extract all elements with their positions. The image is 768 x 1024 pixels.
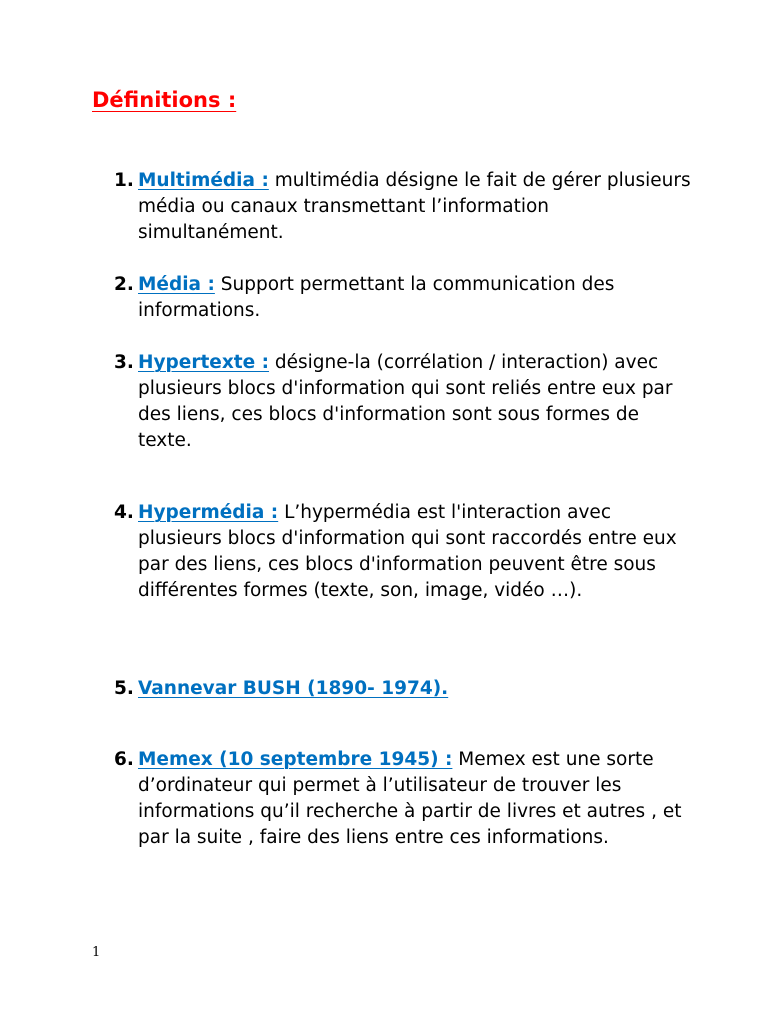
definition-item-multimedia [114, 168, 694, 246]
definition-item-hypertexte [114, 350, 694, 454]
definition-text: Memex est une sorte d’ordinateur qui permet à l’utilisateur de trouver les informations qu’il recherche à partir de livres et autres , et par la suite , faire des liens entre ces informations. [138, 749, 682, 848]
definition-text: Support permettant la communication des informations. [138, 274, 615, 321]
definition-number: 4. [114, 502, 134, 523]
definition-body [138, 676, 694, 702]
page-number: 1 [92, 945, 101, 960]
definition-text: L’hypermédia est l'interaction avec plusieurs blocs d'information qui sont raccordés entre eux par des liens, ces blocs d'information peuvent être sous différentes formes (texte, son, image, vidéo …). [138, 502, 677, 601]
definition-body [138, 500, 694, 604]
definition-term-multimedia[interactable]: Multimédia : [138, 170, 269, 191]
definition-item-memex [114, 747, 694, 851]
definition-number: 1. [114, 170, 134, 191]
definition-text: multimédia désigne le fait de gérer plusieurs média ou canaux transmettant l’information simultanément. [138, 170, 691, 243]
definition-item-media [114, 272, 694, 324]
definition-body [138, 168, 694, 246]
definition-body [138, 350, 694, 454]
definition-term-vannevar-bush[interactable]: Vannevar BUSH (1890- 1974). [138, 678, 449, 699]
definition-term-media[interactable]: Média : [138, 274, 215, 295]
definition-number: 2. [114, 274, 134, 295]
definition-term-hypertexte[interactable]: Hypertexte : [138, 352, 270, 373]
definition-number: 3. [114, 352, 134, 373]
definition-number: 5. [114, 678, 134, 699]
definition-number: 6. [114, 749, 134, 770]
page-title: Définitions : [92, 88, 237, 112]
definition-item-hypermedia [114, 500, 694, 604]
definition-body [138, 272, 694, 324]
definition-term-memex[interactable]: Memex (10 septembre 1945) : [138, 749, 453, 770]
definition-body [138, 747, 694, 851]
definition-item-vannevar-bush [114, 676, 694, 702]
definition-term-hypermedia[interactable]: Hypermédia : [138, 502, 279, 523]
definition-text: désigne-la (corrélation / interaction) avec plusieurs blocs d'information qui sont reliés entre eux par des liens, ces blocs d'information sont sous formes de texte. [138, 352, 673, 451]
